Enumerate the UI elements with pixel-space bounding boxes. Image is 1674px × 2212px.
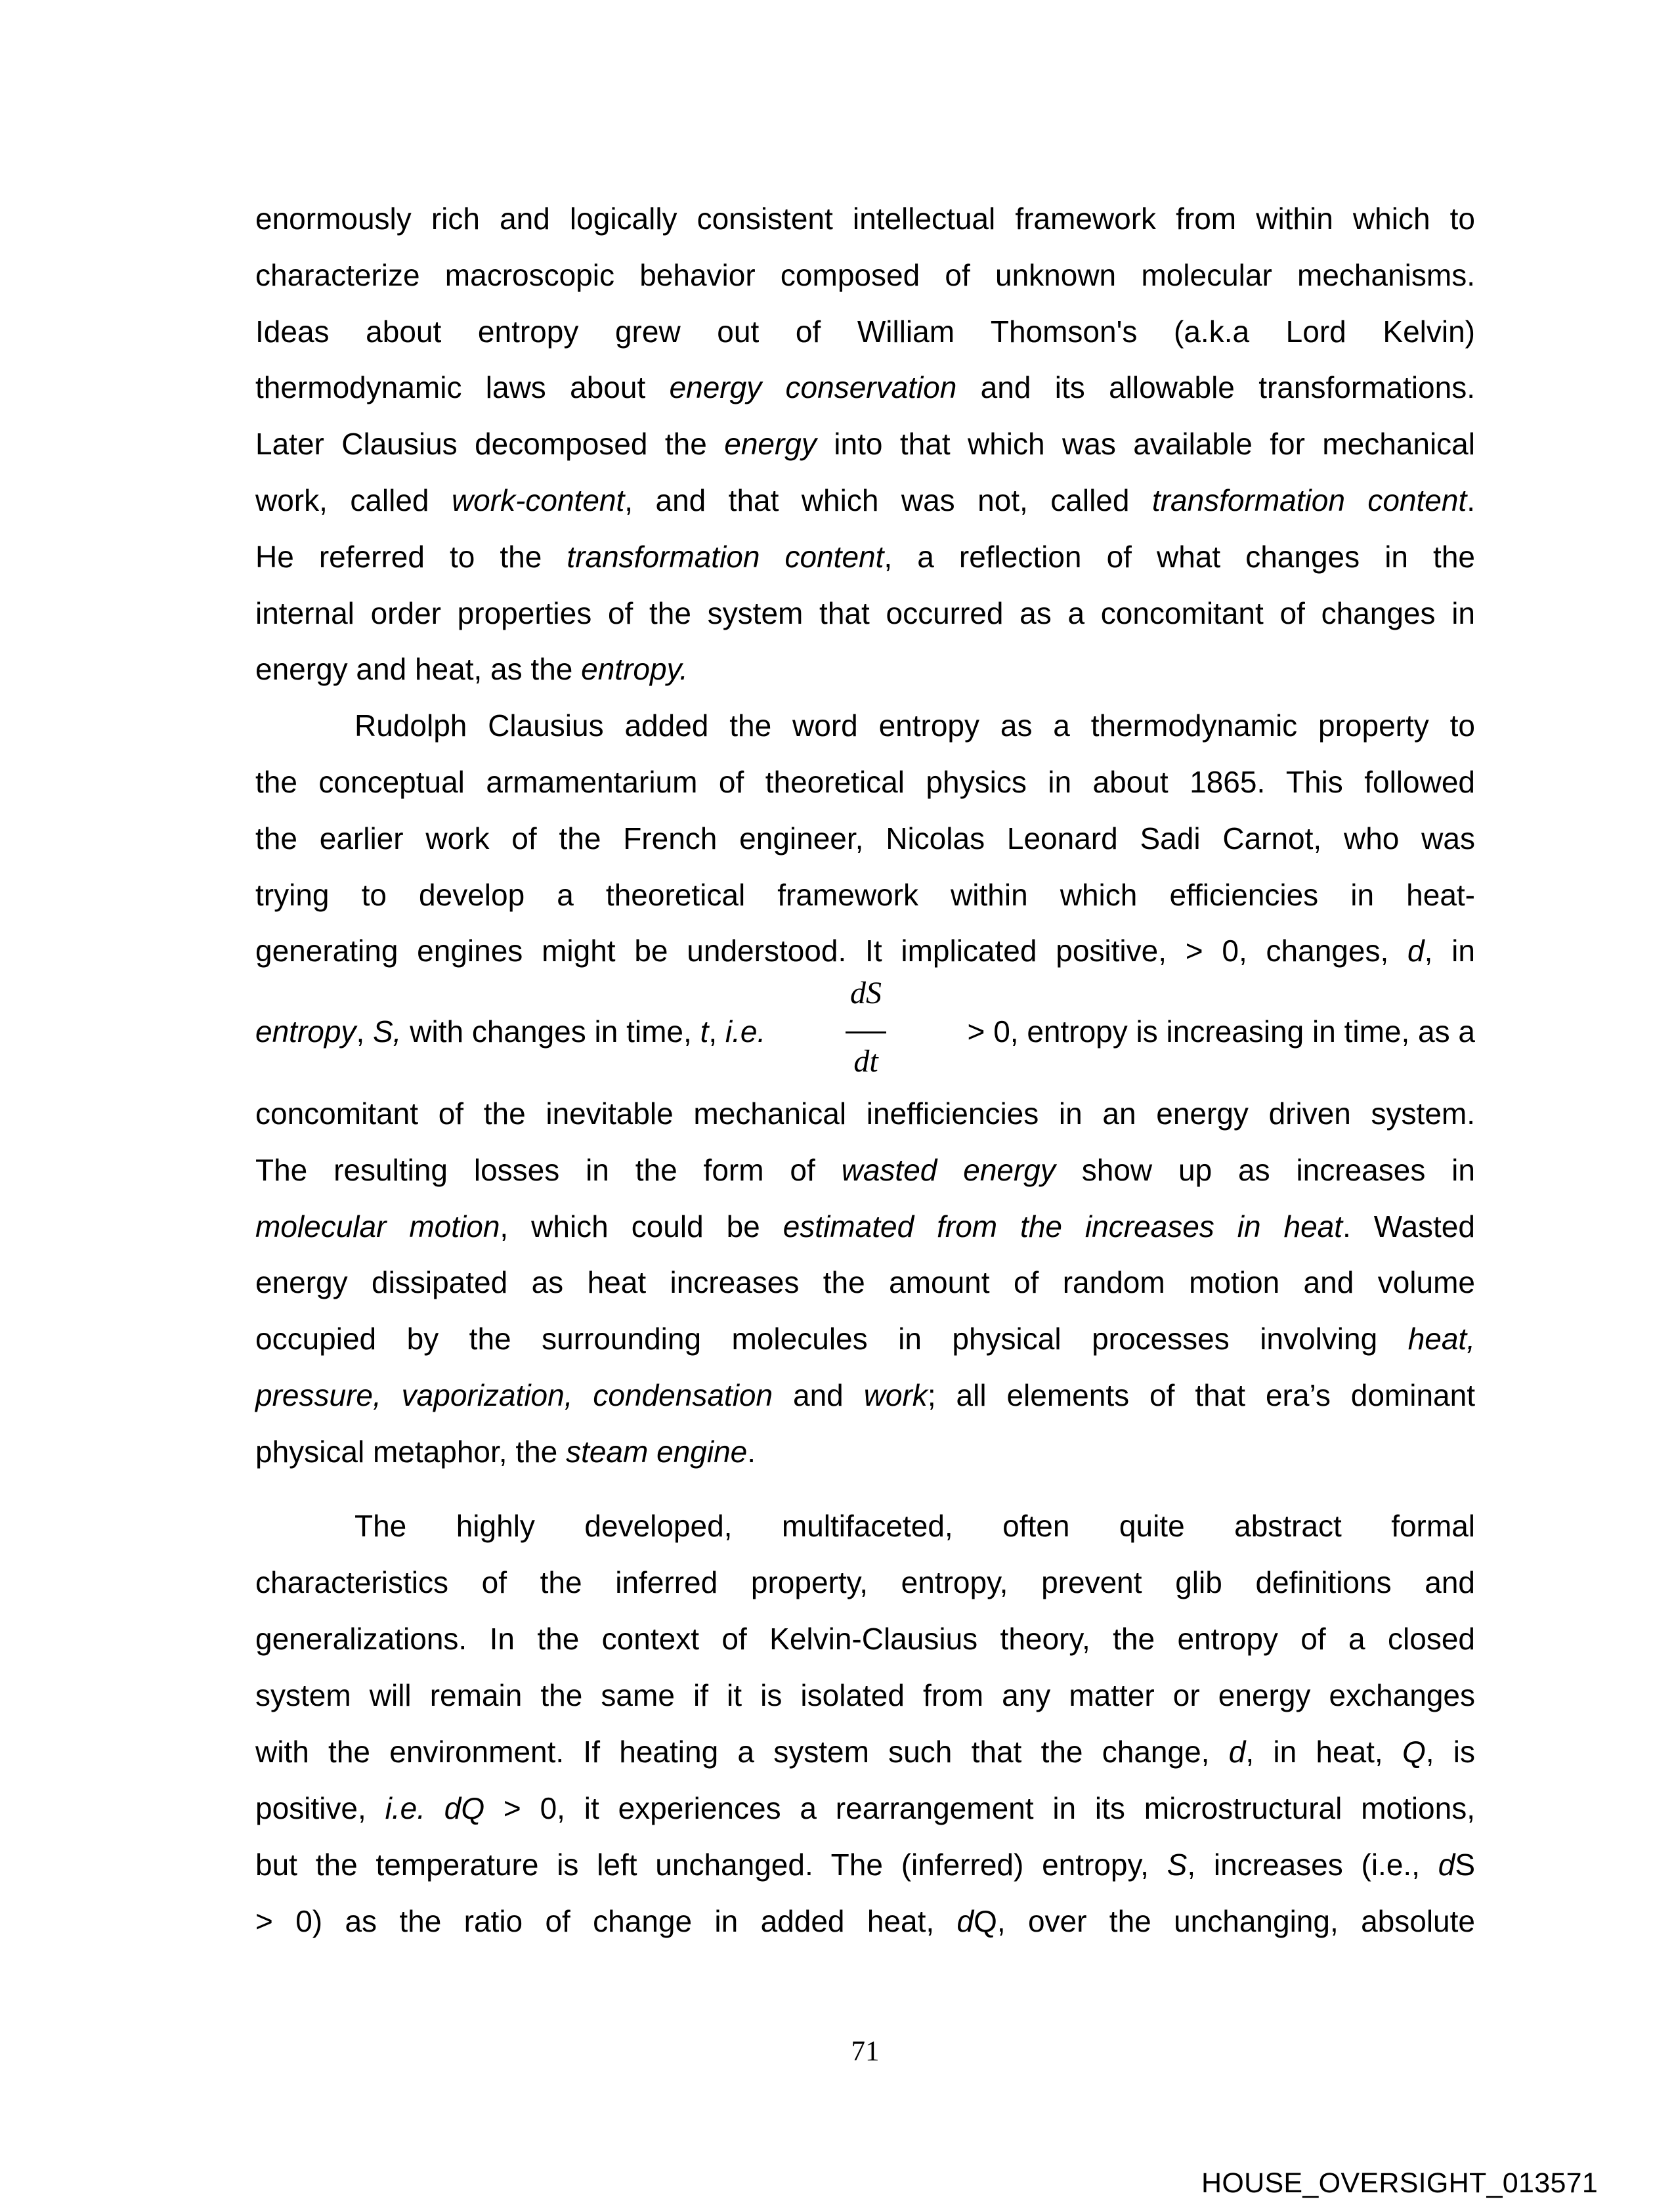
text-run: The highly developed, multifaceted, often quite abstract formal	[354, 1509, 1475, 1543]
italic-text: estimated from the increases in heat	[783, 1209, 1343, 1244]
italic-text: energy conservation	[669, 370, 957, 405]
italic-text: Q	[1402, 1735, 1426, 1769]
text-line	[255, 424, 1475, 464]
italic-text: work-content	[451, 483, 625, 517]
italic-text: pressure, vaporization, condensation	[255, 1378, 773, 1412]
italic-text: d	[1438, 1848, 1455, 1882]
text-run: and	[773, 1378, 864, 1412]
text-line	[255, 1207, 1475, 1246]
text-run: ,	[708, 1014, 725, 1049]
italic-text: entropy	[255, 1014, 356, 1049]
text-line	[255, 1789, 1475, 1828]
italic-text: heat,	[1407, 1322, 1475, 1356]
italic-text: entropy.	[581, 652, 688, 687]
bates-stamp: HOUSE_OVERSIGHT_013571	[1201, 2167, 1599, 2199]
formula-line-trail-text: > 0, entropy is increasing in time, as a	[967, 1014, 1475, 1049]
text-line	[255, 594, 1475, 633]
text-line	[255, 199, 1475, 238]
text-run: .	[1467, 483, 1476, 517]
italic-text: i.e. dQ	[385, 1791, 485, 1825]
text-run: but the temperature is left unchanged. The (inferred) entropy,	[255, 1848, 1167, 1882]
text-run: with the environment. If heating a system such that the change,	[255, 1735, 1229, 1769]
text-line	[255, 875, 1475, 915]
italic-text: S,	[373, 1014, 402, 1049]
text-line	[255, 1901, 1475, 1941]
fraction-ds-dt	[846, 974, 886, 1089]
text-run: into that which was available for mechanical	[816, 427, 1475, 462]
text-line	[255, 931, 1475, 970]
formula-line	[255, 976, 1475, 1079]
text-run: trying to develop a theoretical framework within which efficiencies in heat-	[255, 877, 1475, 912]
italic-text: energy	[724, 427, 817, 462]
text-run: Ideas about entropy grew out of William Thomson's (a.k.a Lord Kelvin)	[255, 314, 1475, 349]
text-run: with changes in time,	[401, 1014, 700, 1049]
text-run: Q, over the unchanging, absolute	[974, 1904, 1475, 1938]
text-run: show up as increases in	[1055, 1152, 1475, 1187]
text-run: energy and heat, as the	[255, 652, 582, 687]
text-run: The resulting losses in the form of	[255, 1152, 842, 1187]
text-run: , in heat,	[1245, 1735, 1402, 1769]
text-run: > 0, it experiences a rearrangement in its microstructural motions,	[484, 1791, 1476, 1825]
text-run: work, called	[255, 483, 452, 517]
text-line	[255, 1263, 1475, 1302]
text-run: and its allowable transformations.	[956, 370, 1475, 405]
text-run: . Wasted	[1342, 1209, 1475, 1244]
text-run: .	[747, 1434, 756, 1469]
text-line	[354, 1506, 1475, 1546]
italic-text: d	[1228, 1735, 1246, 1769]
text-line	[255, 1432, 1475, 1471]
text-run: the conceptual armamentarium of theoretical physics in about 1865. This followed	[255, 765, 1475, 799]
text-run: S	[1455, 1848, 1476, 1882]
text-line	[255, 1619, 1475, 1659]
text-run: , a reflection of what changes in the	[884, 539, 1476, 574]
fraction-numerator: dS	[850, 976, 882, 1010]
text-line	[255, 819, 1475, 858]
text-run: characteristics of the inferred property, entropy, prevent glib definitions and	[255, 1565, 1475, 1599]
italic-text: transformation content	[567, 539, 884, 574]
page-number: 71	[851, 2036, 880, 2067]
text-run: generating engines might be understood. It implicated positive, > 0, changes,	[255, 934, 1408, 968]
text-run: , is	[1425, 1735, 1476, 1769]
text-run: thermodynamic laws about	[255, 370, 670, 405]
text-run: system will remain the same if it is isolated from any matter or energy exchanges	[255, 1678, 1475, 1712]
text-run: Later Clausius decomposed the	[255, 427, 725, 462]
text-run: internal order properties of the system that occurred as a concomitant of changes in	[255, 596, 1475, 630]
text-run: ,	[356, 1014, 373, 1049]
italic-text: work	[863, 1378, 928, 1412]
italic-text: molecular motion	[255, 1209, 500, 1244]
italic-text: S	[1167, 1848, 1188, 1882]
fraction-bar	[846, 1031, 886, 1033]
text-line	[255, 255, 1475, 295]
text-run: characterize macroscopic behavior composed of unknown molecular mechanisms.	[255, 257, 1475, 292]
text-line	[255, 368, 1475, 407]
text-line	[255, 1094, 1475, 1133]
italic-text: d	[956, 1904, 974, 1938]
text-line	[255, 1732, 1475, 1771]
italic-text: t	[700, 1014, 709, 1049]
text-line	[255, 1150, 1475, 1190]
text-line	[255, 1319, 1475, 1358]
text-run: enormously rich and logically consistent intellectual framework from within which to	[255, 202, 1475, 236]
fraction-denominator: dt	[853, 1044, 878, 1079]
text-line	[255, 1845, 1475, 1884]
text-run: physical metaphor, the	[255, 1434, 567, 1469]
text-line	[255, 537, 1475, 576]
text-run: positive,	[255, 1791, 385, 1825]
text-run: the earlier work of the French engineer, Nicolas Leonard Sadi Carnot, who was	[255, 821, 1475, 856]
italic-text: steam engine	[566, 1434, 748, 1469]
text-line	[255, 649, 1475, 689]
text-run: He referred to the	[255, 539, 567, 574]
text-line	[255, 1376, 1475, 1415]
text-line	[255, 312, 1475, 351]
text-run: , and that which was not, called	[624, 483, 1152, 517]
formula-line-lead-text	[255, 1012, 765, 1051]
text-run: occupied by the surrounding molecules in physical processes involving	[255, 1322, 1408, 1356]
text-run: , increases (i.e.,	[1187, 1848, 1438, 1882]
text-line	[255, 481, 1475, 520]
text-run: > 0) as the ratio of change in added heat,	[255, 1904, 957, 1938]
text-line	[255, 762, 1475, 802]
text-run: generalizations. In the context of Kelvin-Clausius theory, the entropy of a closed	[255, 1622, 1475, 1656]
italic-text: wasted energy	[841, 1152, 1056, 1187]
text-line	[255, 1563, 1475, 1602]
text-run: concomitant of the inevitable mechanical inefficiencies in an energy driven system.	[255, 1096, 1475, 1131]
text-run: Rudolph Clausius added the word entropy as a thermodynamic property to	[354, 708, 1475, 743]
text-run: , in	[1424, 934, 1475, 968]
italic-text: d	[1407, 934, 1425, 968]
text-run: energy dissipated as heat increases the amount of random motion and volume	[255, 1265, 1475, 1300]
italic-text: transformation content	[1151, 483, 1467, 517]
text-run: , which could be	[500, 1209, 783, 1244]
text-line	[255, 1676, 1475, 1715]
text-run: ; all elements of that era’s dominant	[927, 1378, 1475, 1412]
italic-text: i.e.	[725, 1014, 766, 1049]
text-line	[354, 706, 1475, 745]
